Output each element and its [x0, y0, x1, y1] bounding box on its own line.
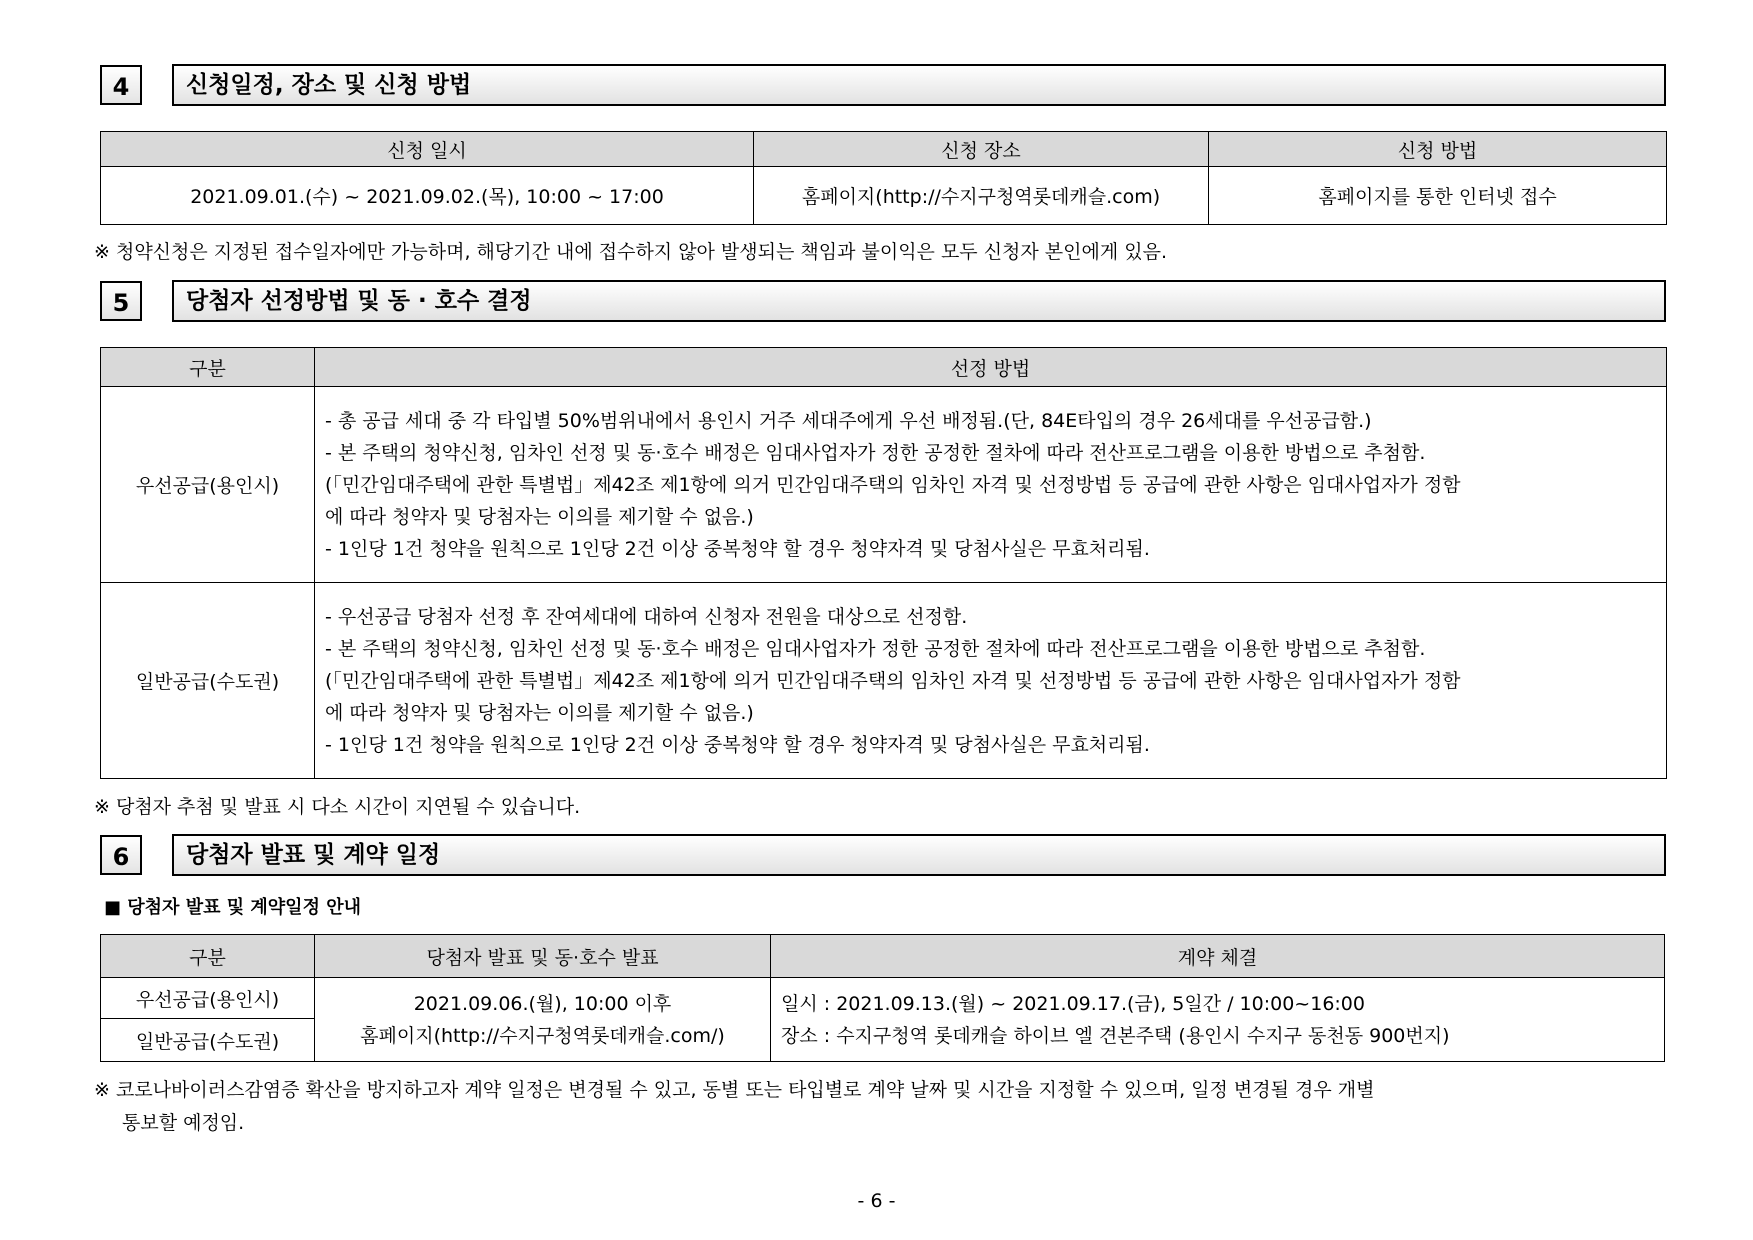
method-line: 에 따라 청약자 및 당첨자는 이의를 제기할 수 없음.) [325, 505, 754, 528]
header-contract: 계약 체결 [771, 935, 1665, 978]
section-5-note: ※ 당첨자 추첨 및 발표 시 다소 시간이 지연될 수 있습니다. [94, 796, 581, 818]
header-announcement: 당첨자 발표 및 동·호수 발표 [315, 935, 771, 978]
section-5-title: 당첨자 선정방법 및 동 · 호수 결정 [172, 280, 1666, 322]
method-line: 에 따라 청약자 및 당첨자는 이의를 제기할 수 없음.) [325, 701, 754, 724]
section-6-table [100, 934, 1665, 1062]
section-6-title: 당첨자 발표 및 계약 일정 [172, 834, 1666, 876]
table-row [101, 583, 1667, 779]
method-line: - 우선공급 당첨자 선정 후 잔여세대에 대하여 신청자 전원을 대상으로 선정함. [325, 605, 968, 628]
table-header-row [101, 348, 1667, 387]
apply-place-cell: 홈페이지(http://수지구청역롯데캐슬.com) [754, 167, 1209, 225]
apply-method-cell: 홈페이지를 통한 인터넷 접수 [1209, 167, 1667, 225]
method-cell [315, 387, 1667, 583]
method-line: - 총 공급 세대 중 각 타입별 50%범위내에서 용인시 거주 세대주에게 우선 배정됨.(단, 84E타입의 경우 26세대를 우선공급함.) [325, 409, 1372, 432]
announcement-site: 홈페이지(http://수지구청역롯데캐슬.com/) [360, 1024, 725, 1047]
section-6-subheading: ■ 당첨자 발표 및 계약일정 안내 [104, 897, 361, 918]
header-category: 구분 [101, 348, 315, 387]
header-apply-method: 신청 방법 [1209, 132, 1667, 167]
category-cell: 일반공급(수도권) [101, 583, 315, 779]
section-6-note-line: ※ 코로나바이러스감염증 확산을 방지하고자 계약 일정은 변경될 수 있고, 동별 또는 타입별로 계약 날짜 및 시간을 지정할 수 있으며, 일정 변경될 경우 개별 [94, 1079, 1375, 1101]
header-apply-place: 신청 장소 [754, 132, 1209, 167]
section-6-number: 6 [100, 835, 142, 875]
category-cell: 일반공급(수도권) [101, 1019, 315, 1062]
table-row [101, 978, 1665, 1019]
method-cell [315, 583, 1667, 779]
header-selection-method: 선정 방법 [315, 348, 1667, 387]
method-line: - 1인당 1건 청약을 원칙으로 1인당 2건 이상 중복청약 할 경우 청약자격 및 당첨사실은 무효처리됨. [325, 733, 1150, 756]
table-header-row [101, 132, 1667, 167]
header-apply-date: 신청 일시 [101, 132, 754, 167]
method-line: - 1인당 1건 청약을 원칙으로 1인당 2건 이상 중복청약 할 경우 청약자격 및 당첨사실은 무효처리됨. [325, 537, 1150, 560]
announcement-cell [315, 978, 771, 1062]
table-row [101, 167, 1667, 225]
category-cell: 우선공급(용인시) [101, 387, 315, 583]
apply-date-cell: 2021.09.01.(수) ~ 2021.09.02.(목), 10:00 ~ 17:00 [101, 167, 754, 225]
method-line: (「민간임대주택에 관한 특별법」제42조 제1항에 의거 민간임대주택의 임차인 자격 및 선정방법 등 공급에 관한 사항은 임대사업자가 정함 [325, 473, 1461, 496]
header-category: 구분 [101, 935, 315, 978]
table-header-row [101, 935, 1665, 978]
method-line: - 본 주택의 청약신청, 임차인 선정 및 동·호수 배정은 임대사업자가 정한 공정한 절차에 따라 전산프로그램을 이용한 방법으로 추첨함. [325, 441, 1426, 464]
section-6-note-line: 통보할 예정임. [122, 1112, 245, 1134]
section-4-number: 4 [100, 65, 142, 105]
contract-cell [771, 978, 1665, 1062]
category-cell: 우선공급(용인시) [101, 978, 315, 1019]
contract-place: 장소 : 수지구청역 롯데캐슬 하이브 엘 견본주택 (용인시 수지구 동천동 900번지) [781, 1024, 1450, 1047]
section-4-title: 신청일정, 장소 및 신청 방법 [172, 64, 1666, 106]
method-line: - 본 주택의 청약신청, 임차인 선정 및 동·호수 배정은 임대사업자가 정한 공정한 절차에 따라 전산프로그램을 이용한 방법으로 추첨함. [325, 637, 1426, 660]
table-row [101, 387, 1667, 583]
section-4-table [100, 131, 1667, 225]
contract-date: 일시 : 2021.09.13.(월) ~ 2021.09.17.(금), 5일간 / 10:00~16:00 [781, 992, 1365, 1015]
section-4-note: ※ 청약신청은 지정된 접수일자에만 가능하며, 해당기간 내에 접수하지 않아 발생되는 책임과 불이익은 모두 신청자 본인에게 있음. [94, 241, 1168, 263]
section-5-number: 5 [100, 281, 142, 321]
page-number: - 6 - [857, 1190, 896, 1212]
method-line: (「민간임대주택에 관한 특별법」제42조 제1항에 의거 민간임대주택의 임차인 자격 및 선정방법 등 공급에 관한 사항은 임대사업자가 정함 [325, 669, 1461, 692]
announcement-date: 2021.09.06.(월), 10:00 이후 [413, 992, 672, 1015]
section-5-table [100, 347, 1667, 779]
